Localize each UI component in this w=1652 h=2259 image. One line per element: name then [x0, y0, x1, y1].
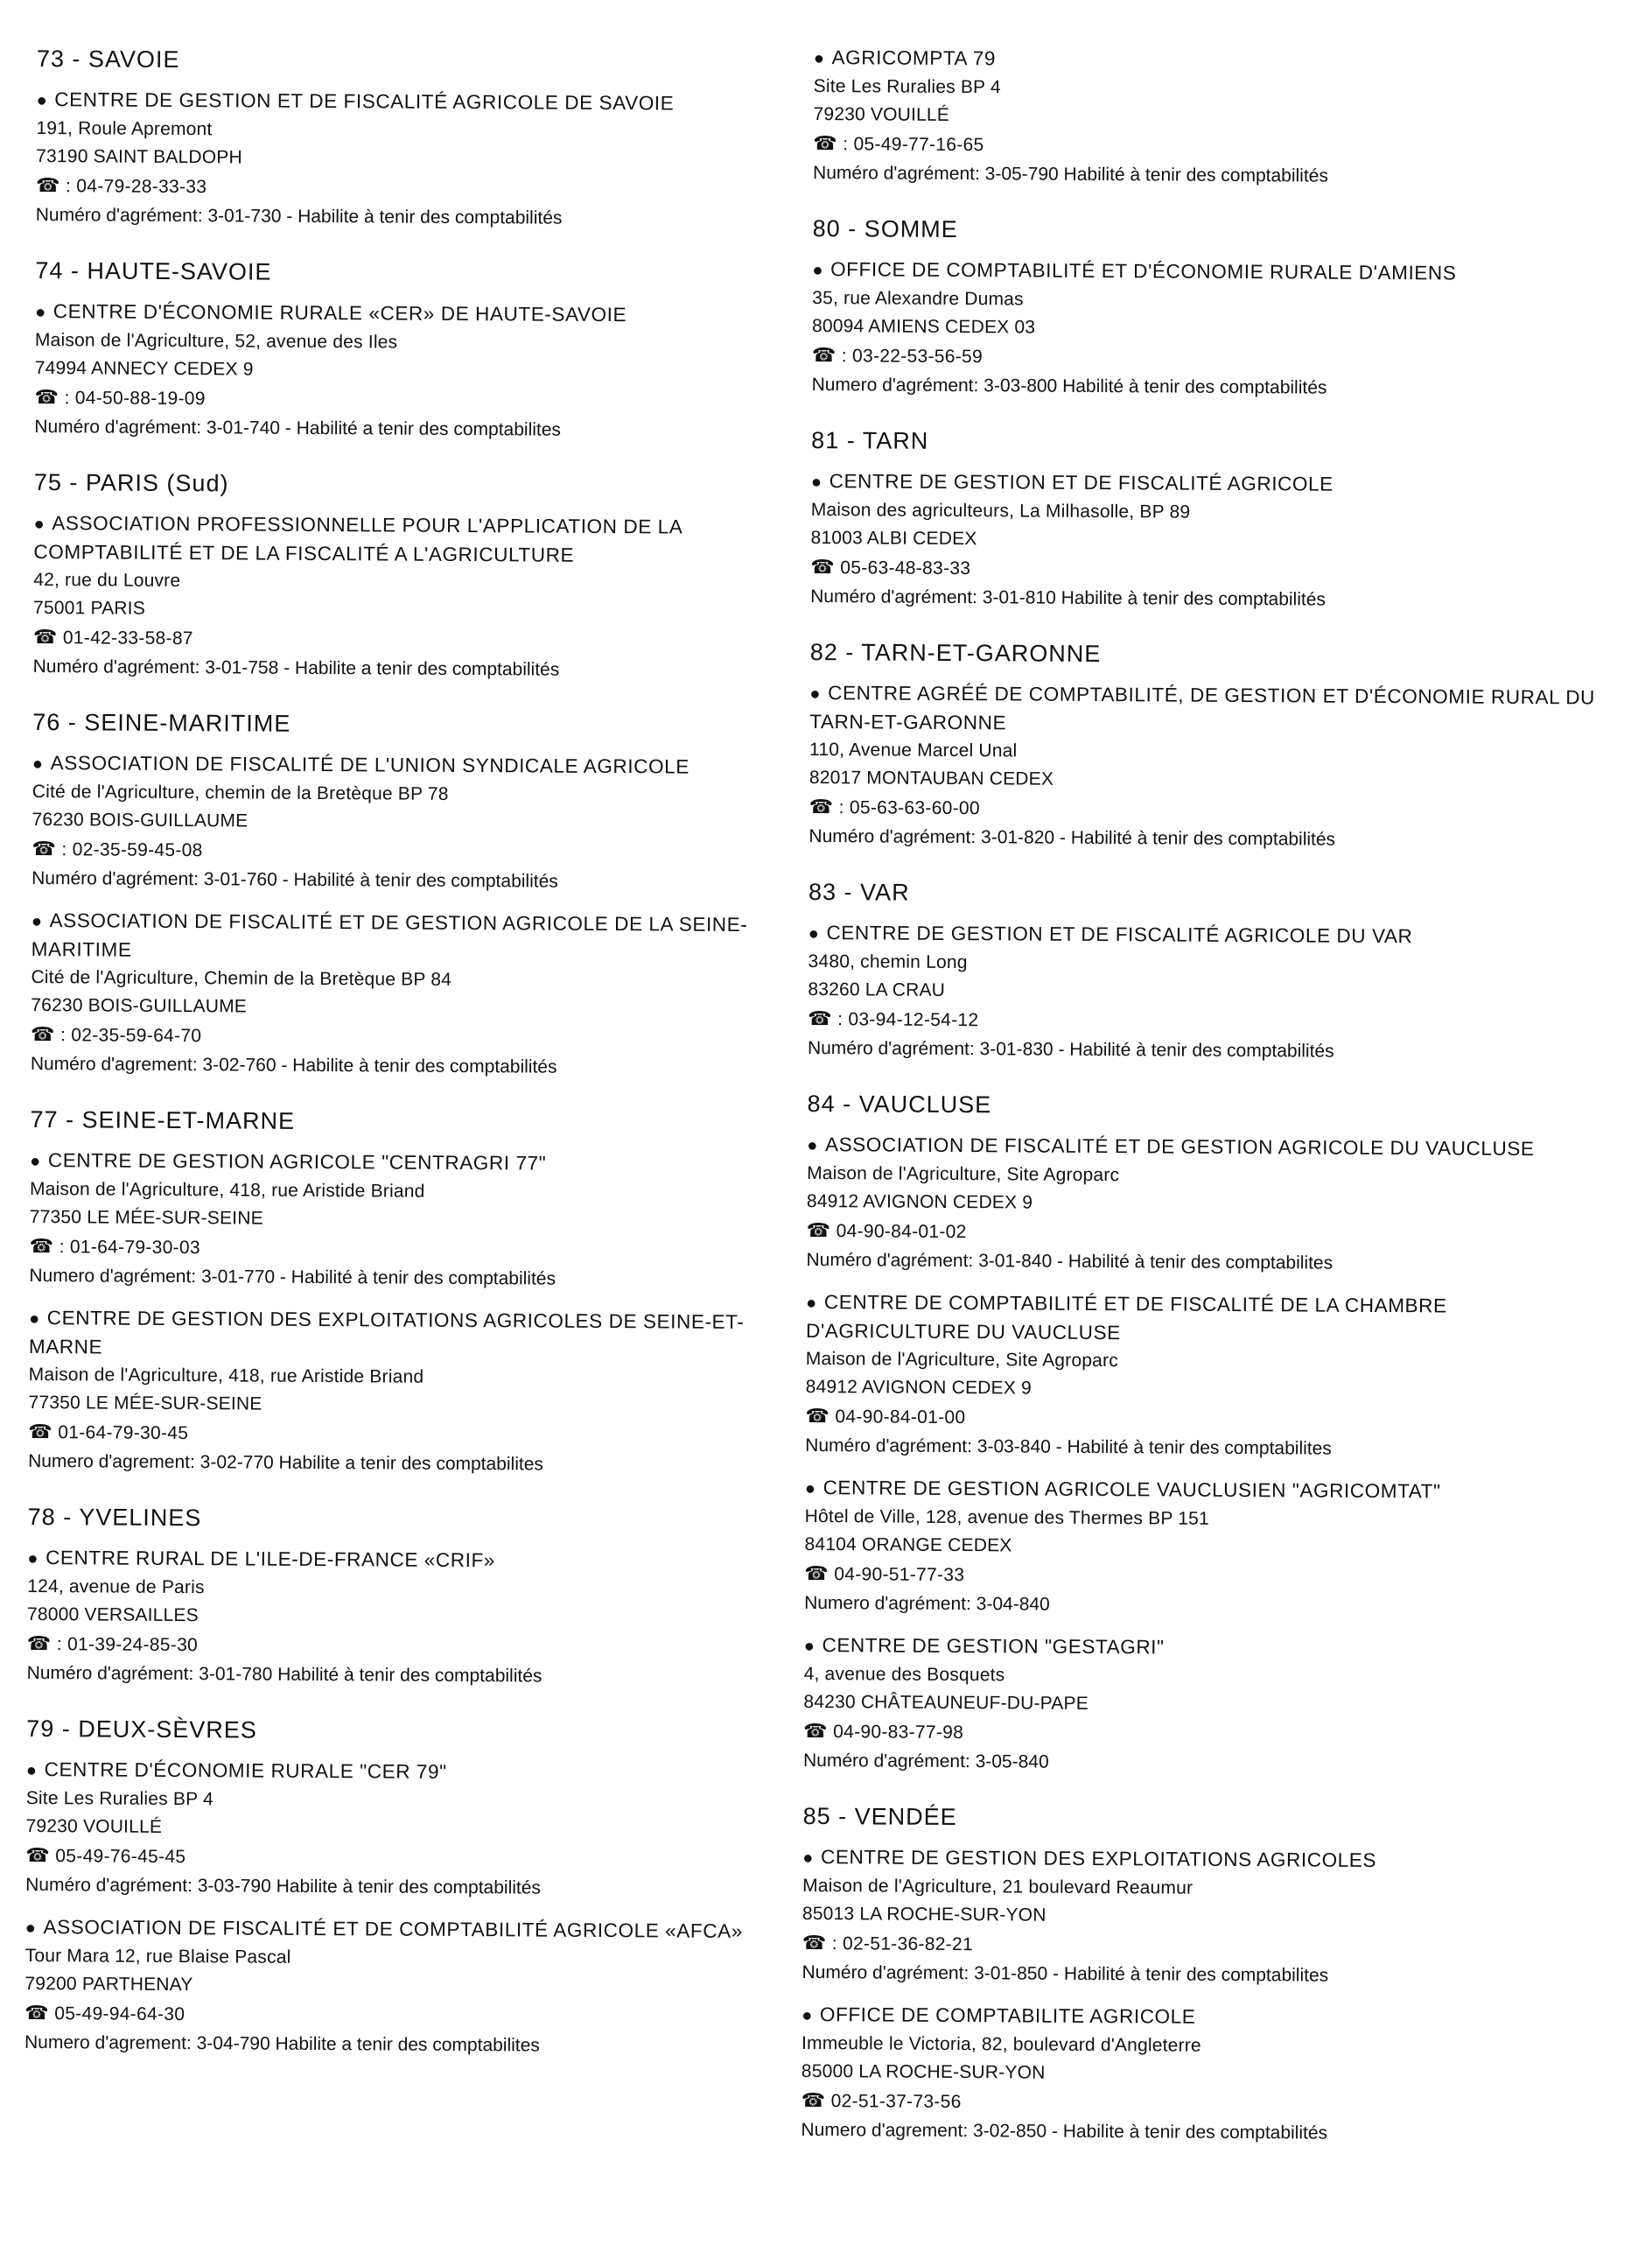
organization-entry [31, 907, 802, 1083]
phone-line [812, 340, 1600, 375]
telephone-icon: ☎ [802, 1931, 827, 1954]
organization-entry [813, 44, 1601, 192]
telephone-icon: ☎ [805, 1404, 830, 1428]
department-section [808, 637, 1597, 855]
telephone-icon: ☎ [32, 625, 58, 649]
organization-entry [805, 1288, 1593, 1464]
postal-city-line: 84104 ORANGE CEDEX [804, 1533, 1012, 1556]
address-line: Hôtel de Ville, 128, avenue des Thermes BP 151 [804, 1505, 1209, 1529]
organization-name-text: ASSOCIATION DE FISCALITÉ ET DE GESTION AGRICOLE DU VAUCLUSE [824, 1133, 1535, 1161]
department-section [812, 214, 1600, 403]
organization-entry [25, 1756, 796, 1904]
agrement-number: Numéro d'agrément: 3-01-780 Habilité à tenir des comptabilités [26, 1662, 542, 1687]
address-line: Immeuble le Victoria, 82, boulevard d'Angleterre [801, 2032, 1201, 2056]
address-line: 110, Avenue Marcel Unal [809, 739, 1018, 761]
agrement-number: Numéro d'agrément: 3-01-758 - Habilite a tenir des comptabilités [32, 656, 560, 680]
agrement-number: Numero d'agrément: 3-01-770 - Habilité à tenir des comptabilités [29, 1265, 556, 1289]
organization-name-text: CENTRE DE GESTION AGRICOLE VAUCLUSIEN "AGRICOMTAT" [822, 1477, 1441, 1503]
organization-name [26, 1756, 796, 1789]
agrement-number: Numero d'agrément: 3-03-800 Habilité à tenir des comptabilités [811, 374, 1327, 398]
phone-line [813, 129, 1600, 164]
organization-name [30, 1147, 800, 1180]
department-title: 85 - VENDÉE [802, 1802, 957, 1831]
department-section [27, 1502, 798, 1692]
bullet-icon: ● [810, 472, 822, 493]
department-section [808, 877, 1596, 1067]
phone-number: : 03-22-53-56-59 [841, 346, 984, 368]
organization-name [808, 919, 1596, 952]
address-line: 35, rue Alexandre Dumas [812, 287, 1024, 310]
postal-city-line: 85013 LA ROCHE-SUR-YON [802, 1903, 1046, 1926]
telephone-icon: ☎ [29, 1234, 54, 1258]
address-line: Maison de l'Agriculture, 52, avenue des Iles [34, 329, 398, 353]
phone-number: : 05-49-77-16-65 [843, 134, 984, 156]
organization-name [809, 679, 1597, 740]
right-column [801, 44, 1601, 2175]
bullet-icon: ● [812, 260, 824, 281]
postal-city-line: 80094 AMIENS CEDEX 03 [811, 315, 1036, 338]
bullet-icon: ● [30, 1151, 41, 1172]
agrement-number: Numéro d'agrément: 3-01-830 - Habilité à tenir des comptabilités [807, 1037, 1334, 1062]
phone-line [34, 382, 804, 417]
organization-name [27, 1544, 797, 1577]
phone-line [36, 171, 806, 206]
postal-city-line: 73190 SAINT BALDOPH [36, 145, 242, 168]
bullet-icon: ● [29, 1308, 40, 1329]
phone-line [802, 1928, 1590, 1963]
phone-number: 05-49-94-64-30 [54, 2003, 186, 2025]
department-title: 79 - DEUX-SÈVRES [26, 1715, 257, 1743]
address-line: Maison de l'Agriculture, 21 boulevard Reaumur [802, 1875, 1194, 1898]
address-line: Maison de l'Agriculture, Site Agroparc [807, 1162, 1120, 1186]
organization-name-text: CENTRE RURAL DE L'ILE-DE-FRANCE «CRIF» [46, 1547, 496, 1572]
organization-name-text: CENTRE DE GESTION ET DE FISCALITÉ AGRICOLE DU VAR [826, 922, 1413, 948]
left-column [24, 44, 807, 2087]
postal-city-line: 74994 ANNECY CEDEX 9 [34, 357, 254, 380]
department-title: 83 - VAR [808, 878, 910, 906]
address-line: Cité de l'Agriculture, Chemin de la Bretèque BP 84 [31, 966, 452, 990]
phone-line [807, 1216, 1594, 1251]
postal-city-line: 76230 BOIS-GUILLAUME [31, 994, 248, 1017]
organization-name [37, 86, 807, 119]
organization-entry [32, 749, 802, 897]
organization-name [814, 44, 1601, 77]
organization-name-text: ASSOCIATION DE FISCALITÉ ET DE GESTION AGRICOLE DE LA SEINE-MARITIME [31, 909, 748, 961]
organization-entry [803, 1631, 1592, 1779]
organization-name-text: ASSOCIATION DE FISCALITÉ DE L'UNION SYNDICALE AGRICOLE [50, 752, 690, 778]
department-section [36, 44, 807, 234]
bullet-icon: ● [802, 2005, 813, 2026]
telephone-icon: ☎ [803, 1719, 829, 1743]
telephone-icon: ☎ [808, 795, 834, 818]
phone-line [805, 1401, 1592, 1436]
postal-city-line: 84912 AVIGNON CEDEX 9 [806, 1190, 1033, 1213]
bullet-icon: ● [31, 911, 43, 932]
department-section [28, 1105, 801, 1480]
address-line: Maison des agriculteurs, La Milhasolle, BP 89 [810, 499, 1191, 523]
agrement-number: Numéro d'agrément: 3-05-790 Habilité à tenir des comptabilités [813, 162, 1328, 186]
address-line: 3480, chemin Long [808, 951, 968, 973]
department-section [813, 44, 1601, 192]
postal-city-line: 79230 VOUILLÉ [813, 103, 950, 125]
phone-line [808, 1004, 1595, 1039]
postal-city-line: 79200 PARTHENAY [24, 1973, 193, 1996]
phone-line [809, 792, 1597, 827]
organization-name-text: CENTRE DE GESTION AGRICOLE "CENTRAGRI 77" [47, 1149, 547, 1175]
telephone-icon: ☎ [808, 1007, 832, 1030]
telephone-icon: ☎ [806, 1218, 831, 1242]
organization-entry [28, 1304, 799, 1480]
phone-line [29, 1231, 799, 1266]
department-section [810, 425, 1599, 615]
bullet-icon: ● [36, 90, 48, 111]
agrement-number: Numéro d'agrément: 3-03-790 Habilite à tenir des comptabilités [25, 1874, 542, 1898]
address-line: 191, Roule Apremont [36, 117, 213, 140]
organization-name-text: CENTRE D'ÉCONOMIE RURALE «CER» DE HAUTE-SAVOIE [52, 300, 627, 326]
telephone-icon: ☎ [35, 173, 60, 197]
address-line: Site Les Ruralies BP 4 [25, 1787, 214, 1810]
agrement-number: Numéro d'agrément: 3-01-760 - Habilité à tenir des comptabilités [32, 867, 558, 892]
organization-entry [34, 298, 805, 445]
postal-city-line: 84912 AVIGNON CEDEX 9 [805, 1376, 1032, 1399]
phone-number: : 03-94-12-54-12 [837, 1009, 979, 1031]
organization-name-text: ASSOCIATION DE FISCALITÉ ET DE COMPTABILITÉ AGRICOLE «AFCA» [43, 1916, 743, 1942]
organization-name-text: CENTRE D'ÉCONOMIE RURALE "CER 79" [44, 1758, 447, 1783]
agrement-number: Numéro d'agrément: 3-01-850 - Habilité à tenir des comptabilites [802, 1961, 1329, 1986]
postal-city-line: 77350 LE MÉE-SUR-SEINE [28, 1392, 262, 1414]
organization-name [32, 749, 802, 782]
phone-number: : 04-79-28-33-33 [65, 176, 207, 198]
department-section [33, 467, 804, 685]
phone-number: : 04-50-88-19-09 [64, 388, 206, 410]
department-title: 77 - SEINE-ET-MARNE [30, 1105, 296, 1134]
phone-line [810, 552, 1598, 587]
address-line: Cité de l'Agriculture, chemin de la Bretèque BP 78 [32, 781, 449, 804]
organization-name [806, 1288, 1593, 1350]
agrement-number: Numero d'agrement: 3-02-850 - Habilite à tenir des comptabilités [801, 2119, 1328, 2143]
organization-name [33, 509, 803, 571]
department-title: 78 - YVELINES [27, 1503, 202, 1532]
phone-number: 04-90-84-01-00 [835, 1407, 966, 1428]
organization-name-text: OFFICE DE COMPTABILITE AGRICOLE [819, 2003, 1196, 2028]
organization-name-text: CENTRE DE GESTION DES EXPLOITATIONS AGRICOLES [820, 1846, 1377, 1871]
telephone-icon: ☎ [25, 1843, 51, 1867]
organization-name-text: CENTRE DE GESTION "GESTAGRI" [822, 1634, 1165, 1659]
department-section [24, 1714, 796, 2061]
organization-entry [36, 86, 807, 234]
address-line: Maison de l'Agriculture, 418, rue Aristide Briand [29, 1178, 425, 1202]
organization-name [804, 1631, 1592, 1665]
department-section [803, 1089, 1595, 1779]
postal-city-line: 81003 ALBI CEDEX [810, 527, 977, 550]
phone-line [802, 2086, 1589, 2121]
postal-city-line: 85000 LA ROCHE-SUR-YON [801, 2060, 1046, 2083]
bullet-icon: ● [809, 684, 822, 705]
organization-name [807, 1131, 1594, 1164]
organization-name-text: CENTRE DE GESTION DES EXPLOITATIONS AGRICOLES DE SEINE-ET-MARNE [28, 1307, 745, 1358]
telephone-icon: ☎ [801, 2088, 826, 2112]
bullet-icon: ● [813, 48, 825, 69]
organization-entry [33, 509, 804, 685]
organization-entry [804, 1474, 1592, 1622]
department-title: 75 - PARIS (Sud) [33, 468, 229, 497]
postal-city-line: 82017 MONTAUBAN CEDEX [808, 767, 1054, 789]
agrement-number: Numero d'agrément: 3-04-840 [804, 1592, 1050, 1615]
organization-name [29, 1304, 799, 1365]
phone-line [804, 1559, 1592, 1594]
agrement-number: Numéro d'agrément: 3-01-820 - Habilité à tenir des comptabilités [808, 825, 1336, 850]
address-line: 124, avenue de Paris [27, 1575, 205, 1598]
bullet-icon: ● [27, 1548, 39, 1569]
department-title: 82 - TARN-ET-GARONNE [809, 638, 1102, 668]
organization-name [802, 1843, 1590, 1877]
department-title: 74 - HAUTE-SAVOIE [35, 256, 272, 285]
agrement-number: Numéro d'agrément: 3-01-740 - Habilité a tenir des comptabilites [34, 416, 562, 440]
postal-city-line: 84230 CHÂTEAUNEUF-DU-PAPE [803, 1691, 1089, 1714]
bullet-icon: ● [32, 754, 44, 775]
address-line: Tour Mara 12, rue Blaise Pascal [24, 1945, 291, 1968]
department-section [34, 256, 805, 445]
phone-line [33, 622, 803, 657]
organization-name [35, 298, 805, 331]
phone-line [24, 1998, 794, 2033]
phone-line [803, 1716, 1591, 1751]
organization-name-text: CENTRE DE COMPTABILITÉ ET DE FISCALITÉ DE LA CHAMBRE D'AGRICULTURE DU VAUCLUSE [805, 1291, 1447, 1344]
phone-number: : 02-51-36-82-21 [831, 1933, 974, 1955]
phone-number: 05-63-48-83-33 [840, 558, 971, 579]
address-line: 42, rue du Louvre [33, 569, 181, 592]
organization-name [802, 2001, 1589, 2034]
phone-line [28, 1417, 798, 1452]
organization-entry [29, 1147, 800, 1294]
organization-name-text: OFFICE DE COMPTABILITÉ ET D'ÉCONOMIE RURALE D'AMIENS [830, 258, 1457, 284]
phone-number: 05-49-76-45-45 [55, 1846, 186, 1868]
bullet-icon: ● [803, 1636, 816, 1657]
telephone-icon: ☎ [810, 555, 836, 579]
phone-number: 01-64-79-30-45 [58, 1422, 189, 1444]
organization-entry [806, 1131, 1594, 1279]
phone-number: 04-90-84-01-02 [836, 1221, 967, 1243]
address-line: Maison de l'Agriculture, 418, rue Aristide Briand [28, 1364, 424, 1387]
department-title: 81 - TARN [811, 426, 929, 454]
bullet-icon: ● [806, 1293, 817, 1314]
bullet-icon: ● [804, 1478, 816, 1499]
organization-entry [810, 467, 1599, 615]
bullet-icon: ● [807, 1135, 819, 1156]
phone-number: : 02-35-59-45-08 [61, 839, 203, 861]
agrement-number: Numero d'agrement: 3-04-790 Habilite a tenir des comptabilites [24, 2031, 540, 2056]
bullet-icon: ● [808, 923, 820, 944]
phone-number: 04-90-51-77-33 [834, 1564, 965, 1586]
organization-entry [812, 256, 1600, 403]
agrement-number: Numéro d'agrément: 3-05-840 [802, 1750, 1049, 1772]
bullet-icon: ● [24, 1918, 37, 1939]
organization-entry [801, 2001, 1589, 2149]
department-title: 80 - SOMME [812, 214, 958, 243]
telephone-icon: ☎ [804, 1561, 830, 1585]
telephone-icon: ☎ [813, 131, 838, 155]
telephone-icon: ☎ [26, 1631, 52, 1655]
organization-entry [808, 679, 1597, 855]
phone-number: : 01-39-24-85-30 [56, 1634, 199, 1656]
organization-entry [802, 1843, 1590, 1991]
bullet-icon: ● [35, 302, 46, 323]
phone-number: : 05-63-63-60-00 [838, 797, 980, 819]
postal-city-line: 76230 BOIS-GUILLAUME [32, 809, 248, 831]
phone-line [25, 1841, 795, 1876]
phone-number: 02-51-37-73-56 [830, 2091, 962, 2113]
phone-number: 04-90-83-77-98 [833, 1722, 964, 1743]
organization-name [805, 1474, 1592, 1507]
organization-name [812, 256, 1600, 289]
phone-number: 01-42-33-58-87 [62, 628, 193, 649]
bullet-icon: ● [802, 1848, 815, 1869]
address-line: Maison de l'Agriculture, Site Agroparc [805, 1348, 1119, 1372]
agrement-number: Numero d'agrement: 3-02-770 Habilite a tenir des comptabilites [28, 1450, 543, 1475]
telephone-icon: ☎ [811, 343, 836, 367]
phone-number: : 01-64-79-30-03 [59, 1237, 200, 1259]
organization-name-text: CENTRE DE GESTION ET DE FISCALITÉ AGRICOLE [829, 470, 1334, 495]
agrement-number: Numéro d'agrément: 3-01-810 Habilite à tenir des comptabilités [810, 586, 1326, 610]
organization-name [32, 907, 802, 968]
department-section [801, 1801, 1590, 2149]
agrement-number: Numéro d'agrément: 3-01-730 - Habilite à tenir des comptabilités [35, 204, 563, 228]
organization-name-text: AGRICOMPTA 79 [831, 46, 997, 70]
telephone-icon: ☎ [34, 385, 60, 409]
phone-line [31, 1020, 801, 1055]
department-title: 84 - VAUCLUSE [807, 1090, 992, 1119]
agrement-number: Numéro d'agrément: 3-01-840 - Habilité à tenir des comptabilites [806, 1249, 1334, 1273]
organization-name [811, 467, 1599, 501]
department-title: 73 - SAVOIE [36, 45, 180, 73]
organization-entry [808, 919, 1596, 1067]
bullet-icon: ● [33, 514, 46, 535]
address-line: 4, avenue des Bosquets [803, 1663, 1005, 1686]
organization-entry [27, 1544, 798, 1692]
organization-name-text: CENTRE DE GESTION ET DE FISCALITÉ AGRICOLE DE SAVOIE [54, 88, 675, 115]
phone-line [32, 834, 802, 869]
telephone-icon: ☎ [31, 1022, 55, 1046]
organization-entry [24, 1913, 795, 2061]
telephone-icon: ☎ [32, 837, 57, 860]
postal-city-line: 75001 PARIS [32, 597, 146, 619]
phone-line [27, 1629, 797, 1664]
department-title: 76 - SEINE-MARITIME [32, 708, 291, 737]
postal-city-line: 83260 LA CRAU [808, 979, 946, 1000]
postal-city-line: 77350 LE MÉE-SUR-SEINE [29, 1206, 263, 1229]
bullet-icon: ● [25, 1760, 38, 1781]
organization-name [25, 1913, 795, 1947]
postal-city-line: 78000 VERSAILLES [26, 1603, 199, 1626]
organization-name-text: ASSOCIATION PROFESSIONNELLE POUR L'APPLICATION DE LA COMPTABILITÉ ET DE LA FISCALITÉ A L'AGRICULTURE [33, 512, 682, 566]
address-line: Site Les Ruralies BP 4 [813, 75, 1001, 98]
organization-name-text: CENTRE AGRÉÉ DE COMPTABILITÉ, DE GESTION ET D'ÉCONOMIE RURAL DU TARN-ET-GARONNE [809, 682, 1596, 734]
telephone-icon: ☎ [24, 2001, 50, 2024]
department-section [31, 707, 803, 1083]
agrement-number: Numéro d'agrément: 3-03-840 - Habilité à tenir des comptabilites [805, 1435, 1332, 1459]
phone-number: : 02-35-59-64-70 [60, 1025, 202, 1047]
postal-city-line: 79230 VOUILLÉ [25, 1815, 163, 1837]
telephone-icon: ☎ [28, 1420, 53, 1443]
agrement-number: Numéro d'agrement: 3-02-760 - Habilite à tenir des comptabilités [30, 1053, 557, 1077]
